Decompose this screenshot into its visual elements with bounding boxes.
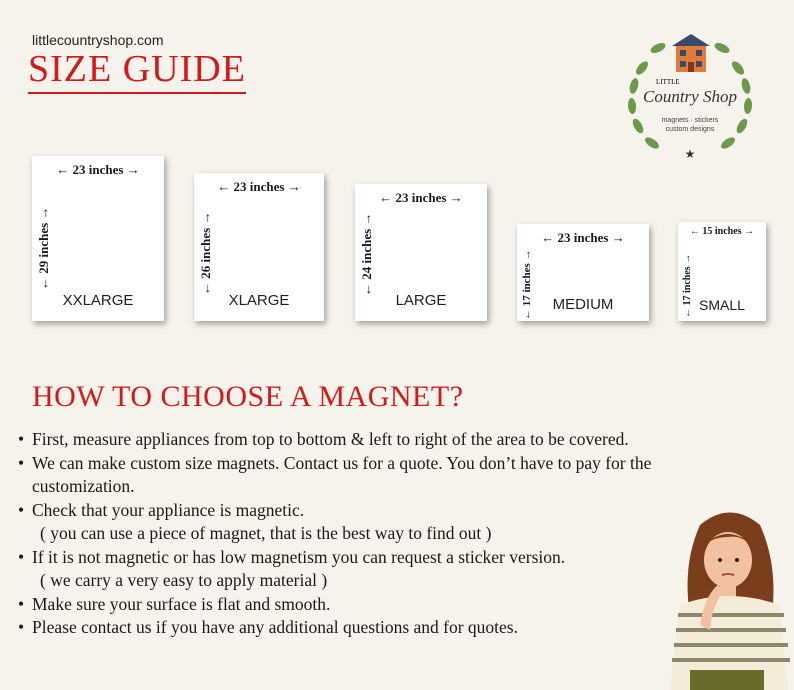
size-card-xlarge xyxy=(194,173,324,321)
list-item: • If it is not magnetic or has low magnetism you can request a sticker version. ( we carry a very easy to apply material ) xyxy=(18,546,763,593)
site-url: littlecountryshop.com xyxy=(32,32,164,48)
guide-heading: HOW TO CHOOSE A MAGNET? xyxy=(32,380,464,413)
list-item: • First, measure appliances from top to bottom & left to right of the area to be covered. xyxy=(18,428,763,452)
card-height-label: ← 17 inches → xyxy=(521,249,533,320)
size-card-small xyxy=(678,222,766,321)
list-item: • Make sure your surface is flat and smooth. xyxy=(18,593,763,617)
card-height-label: ← 17 inches → xyxy=(682,253,693,318)
card-size-name: SMALL xyxy=(699,297,745,313)
page-title: SIZE GUIDE xyxy=(28,50,246,94)
house-icon xyxy=(672,34,710,72)
thinking-girl-illustration xyxy=(660,505,794,690)
logo-top: LITTLE xyxy=(656,78,680,86)
card-width-label: ← 23 inches → xyxy=(541,230,625,245)
card-size-name: MEDIUM xyxy=(552,296,614,313)
card-size-name: XXLARGE xyxy=(62,292,134,309)
card-width-label: ← 23 inches → xyxy=(56,162,140,177)
card-size-name: LARGE xyxy=(395,292,447,309)
list-item: • Check that your appliance is magnetic. ( you can use a piece of magnet, that is the best way to find out ) xyxy=(18,499,763,546)
card-size-name: XLARGE xyxy=(228,292,290,309)
guide-list xyxy=(18,428,763,640)
list-item: • We can make custom size magnets. Contact us for a quote. You don’t have to pay for the customization. xyxy=(18,452,738,499)
logo-tagline-1: magnets · stickers xyxy=(661,117,719,124)
logo-tagline-2: custom designs xyxy=(665,126,715,133)
star-icon: ★ xyxy=(684,147,696,161)
card-height-label: ← 24 inches → xyxy=(359,212,374,296)
logo-name: Country Shop xyxy=(643,87,737,106)
card-height-label: ← 26 inches → xyxy=(198,211,213,295)
size-card-large xyxy=(355,184,487,321)
card-width-label: ← 23 inches → xyxy=(217,179,301,194)
shop-logo xyxy=(620,28,760,168)
size-card-xxlarge xyxy=(32,156,164,321)
card-width-label: ← 23 inches → xyxy=(379,190,463,205)
card-width-label: ← 15 inches → xyxy=(689,226,755,237)
size-card-medium xyxy=(517,224,649,321)
card-height-label: ← 29 inches → xyxy=(36,206,51,290)
list-item: • Please contact us if you have any additional questions and for quotes. xyxy=(18,616,763,640)
